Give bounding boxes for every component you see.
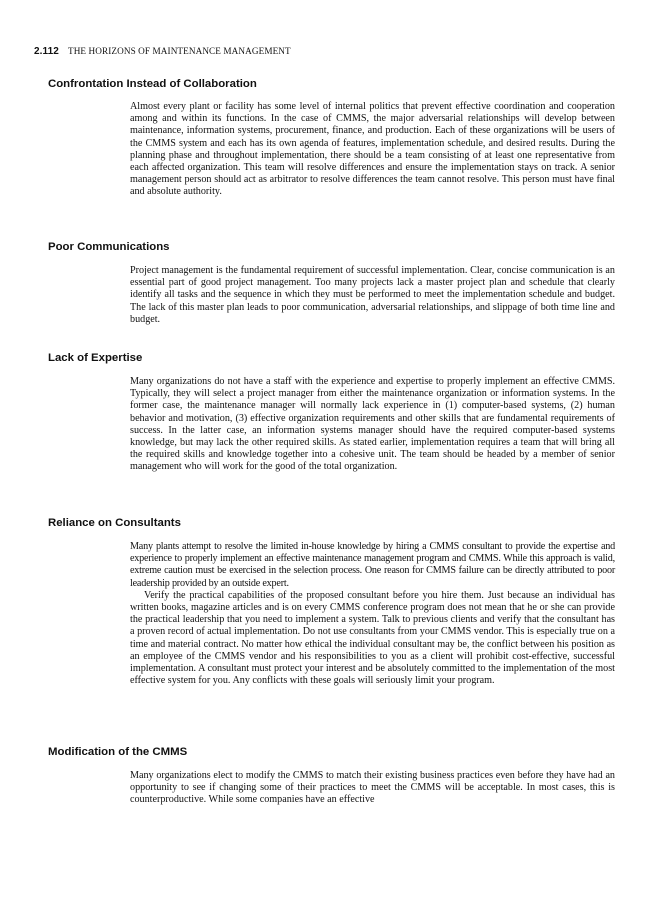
- section-body-reliance-on-consultants: [130, 541, 615, 687]
- section-heading-reliance-on-consultants: Reliance on Consultants: [48, 517, 181, 529]
- section-body-confrontation: [130, 101, 615, 199]
- section-body-modification-of-cmms: [130, 770, 615, 807]
- running-head-title: THE HORIZONS OF MAINTENANCE MANAGEMENT: [67, 46, 291, 56]
- paragraph: Almost every plant or facility has some level of internal politics that prevent effective coordination and cooperation among and within its functions. In the case of CMMS, the major adversarial relationships will develop between maintenance, information systems, procurement, finance, and production. Each of these organizations will be users of the CMMS system and each has its own agenda of features, implementation schedule, and desired results. During the planning phase and throughout implementation, there should be a team consisting of at least one representative from each affected organization. This team will resolve differences and ensure the implementation stays on track. A senior management person should act as arbitrator to resolve differences the team cannot resolve. This person must have final and absolute authority.: [130, 101, 615, 198]
- section-heading-confrontation: Confrontation Instead of Collaboration: [48, 78, 257, 90]
- section-body-poor-communications: [130, 265, 615, 326]
- section-heading-modification-of-cmms: Modification of the CMMS: [48, 746, 188, 758]
- section-heading-poor-communications: Poor Communications: [48, 241, 170, 253]
- paragraph: Project management is the fundamental requirement of successful implementation. Clear, concise communication is an essential part of good project management. Too many projects lack a master project plan and schedule that clearly identify all tasks and the sequence in which they must be performed to meet the implementation schedule and budget. The lack of this master plan leads to poor communication, adversarial relationships, and slippage of both time line and budget.: [130, 265, 615, 325]
- page-number: 2.112: [34, 46, 59, 57]
- paragraph: Verify the practical capabilities of the proposed consultant before you hire them. Just because an individual has written books, magazine articles and is on every CMMS conference program does not mean that he or she can provide the practical leadership that you need to implement a system. Talk to previous clients and verify that the consultant has a proven record of actual implementation. Do not use consultants from your CMMS vendor. This is especially true on a time and material contract. No matter how ethical the individual consultant may be, the conflict between his position as an employee of the CMMS vendor and his responsibilities to you as a client will prohibit cost-effective, successful implementation. A consultant must protect your interest and be absolutely committed to the implementation of the most effective system for you. Any conflicts with these goals will seriously limit your program.: [130, 589, 615, 687]
- paragraph: Many plants attempt to resolve the limited in-house knowledge by hiring a CMMS consultant to provide the expertise and experience to properly implement an effective maintenance management program and CMMS. While this approach is valid, extreme caution must be exercised in the selection process. One reason for CMMS failure can be directly attributed to poor leadership provided by an outside expert.: [130, 541, 615, 589]
- section-body-lack-of-expertise: [130, 376, 615, 474]
- running-head: [34, 46, 291, 57]
- section-heading-lack-of-expertise: Lack of Expertise: [48, 352, 143, 364]
- paragraph: Many organizations do not have a staff with the experience and expertise to properly implement an effective CMMS. Typically, they will select a project manager from either the maintenance organization or information systems. In the former case, the maintenance manager will normally lack experience in (1) computer-based systems, (2) human behavior and motivation, (3) effective organization requirements and other skills that are fundamental requirements of success. In the latter case, an information systems manager should have the required computer-based systems knowledge, but may lack the other required skills. As stated earlier, implementation requires a team that will bring all the required skills and knowledge together into a cohesive unit. The team should be headed by a member of senior management who will work for the good of the total organization.: [130, 376, 615, 473]
- paragraph: Many organizations elect to modify the CMMS to match their existing business practices even before they have had an opportunity to see if changing some of their practices to meet the CMMS will be acceptable. In most cases, this is counterproductive. While some companies have an effective: [130, 770, 615, 806]
